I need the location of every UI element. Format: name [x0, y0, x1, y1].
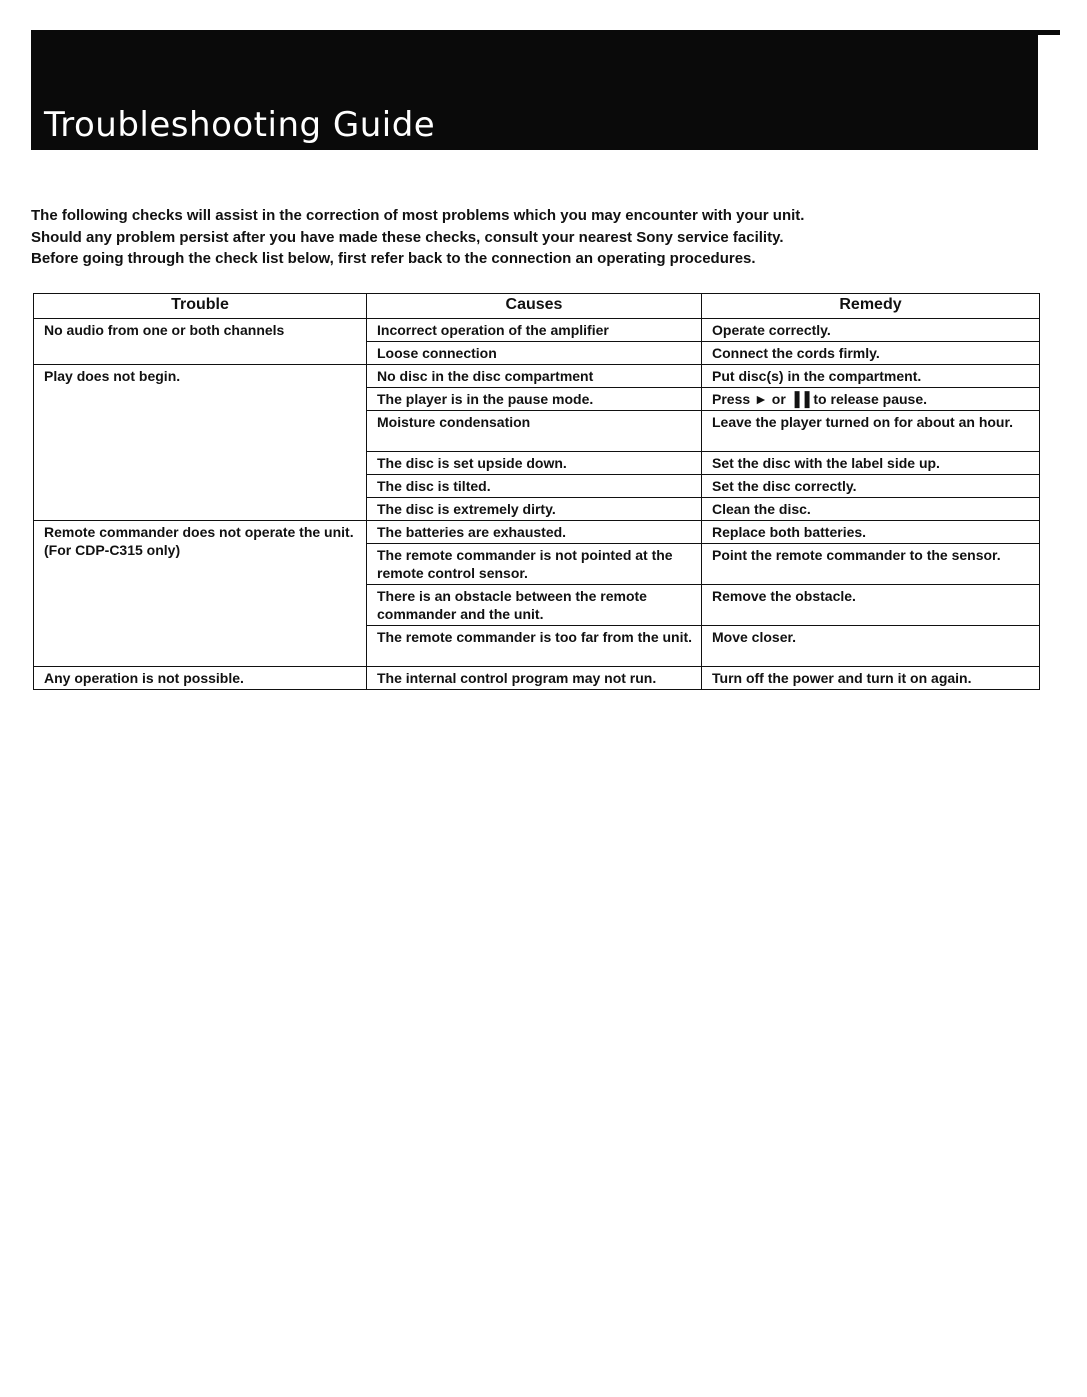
- page-title: Troubleshooting Guide: [44, 105, 436, 145]
- remedy-cell: Operate correctly.: [702, 319, 1040, 342]
- cause-cell: The batteries are exhausted.: [367, 521, 702, 544]
- intro-line: Should any problem persist after you have made these checks, consult your nearest Sony service facility.: [31, 228, 784, 246]
- cause-cell: No disc in the disc compartment: [367, 365, 702, 388]
- cause-cell: The disc is tilted.: [367, 475, 702, 498]
- troubleshooting-table: [33, 293, 1040, 690]
- remedy-cell: Move closer.: [702, 626, 1040, 667]
- title-banner: [31, 30, 1038, 150]
- cause-cell: The disc is extremely dirty.: [367, 498, 702, 521]
- trouble-cell: Remote commander does not operate the unit. (For CDP-C315 only): [34, 521, 367, 667]
- remedy-cell: Set the disc with the label side up.: [702, 452, 1040, 475]
- remedy-cell: Point the remote commander to the sensor.: [702, 544, 1040, 585]
- remedy-cell: Remove the obstacle.: [702, 585, 1040, 626]
- remedy-cell: Put disc(s) in the compartment.: [702, 365, 1040, 388]
- table-row: [34, 521, 1040, 544]
- column-header-trouble: Trouble: [34, 294, 367, 319]
- cause-cell: The disc is set upside down.: [367, 452, 702, 475]
- cause-cell: Moisture condensation: [367, 411, 702, 452]
- cause-cell: The remote commander is not pointed at the remote control sensor.: [367, 544, 702, 585]
- intro-line: The following checks will assist in the correction of most problems which you may encounter with your unit.: [31, 207, 805, 224]
- cause-cell: There is an obstacle between the remote commander and the unit.: [367, 585, 702, 626]
- table-header-row: [34, 294, 1040, 319]
- remedy-cell: Press ► or ▐▐ to release pause.: [702, 388, 1040, 411]
- intro-line: Before going through the check list below, first refer back to the connection an operating procedures.: [31, 250, 756, 267]
- trouble-cell: Any operation is not possible.: [34, 667, 367, 690]
- table-row: [34, 667, 1040, 690]
- column-header-causes: Causes: [367, 294, 702, 319]
- remedy-cell: Replace both batteries.: [702, 521, 1040, 544]
- cause-cell: The remote commander is too far from the unit.: [367, 626, 702, 667]
- title-banner-edge: [1038, 30, 1060, 35]
- column-header-remedy: Remedy: [702, 294, 1040, 319]
- cause-cell: Incorrect operation of the amplifier: [367, 319, 702, 342]
- table-row: [34, 365, 1040, 388]
- cause-cell: The internal control program may not run.: [367, 667, 702, 690]
- cause-cell: Loose connection: [367, 342, 702, 365]
- remedy-cell: Set the disc correctly.: [702, 475, 1040, 498]
- trouble-cell: No audio from one or both channels: [34, 319, 367, 365]
- intro-paragraph: [31, 205, 1041, 270]
- table-row: [34, 319, 1040, 342]
- cause-cell: The player is in the pause mode.: [367, 388, 702, 411]
- trouble-cell: Play does not begin.: [34, 365, 367, 521]
- remedy-cell: Connect the cords firmly.: [702, 342, 1040, 365]
- remedy-cell: Turn off the power and turn it on again.: [702, 667, 1040, 690]
- remedy-cell: Leave the player turned on for about an hour.: [702, 411, 1040, 452]
- remedy-cell: Clean the disc.: [702, 498, 1040, 521]
